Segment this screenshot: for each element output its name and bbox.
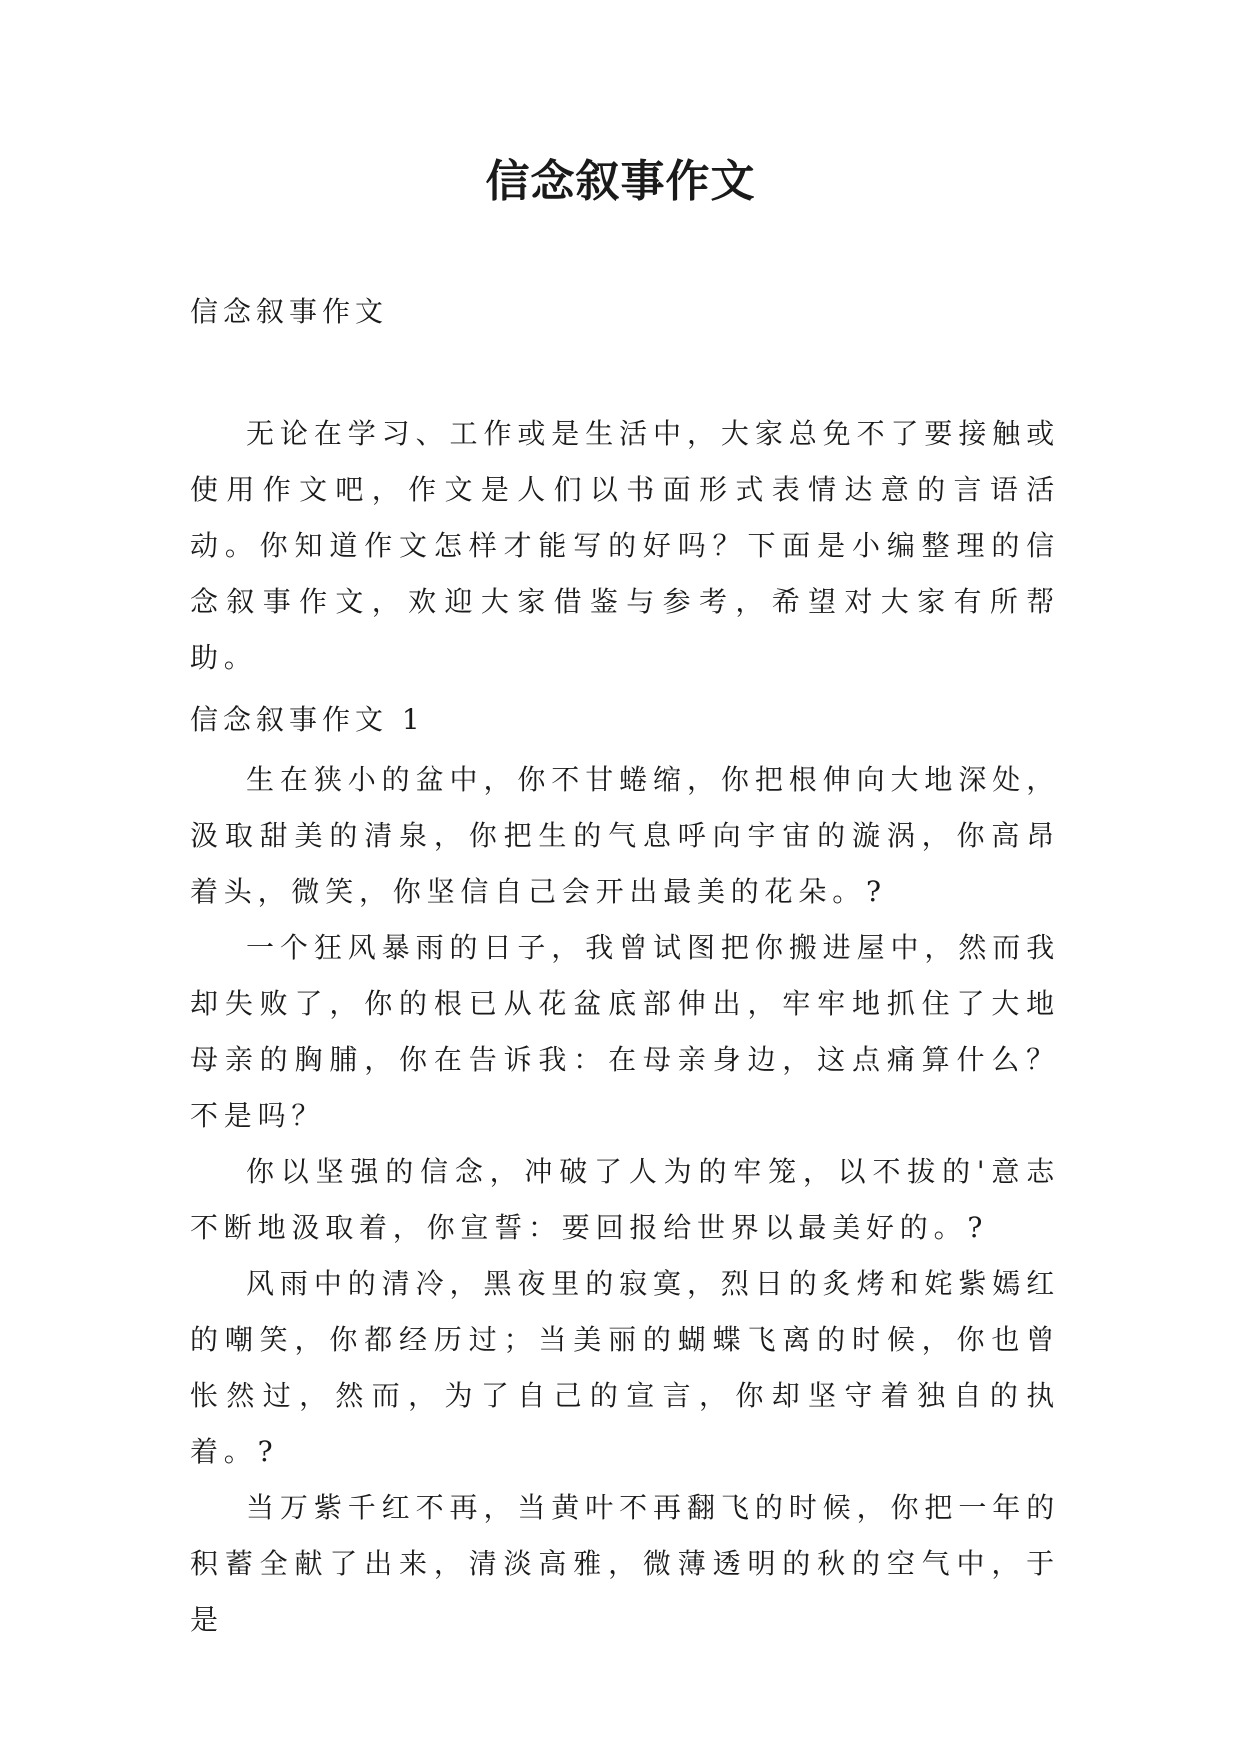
intro-paragraph: 无论在学习、工作或是生活中，大家总免不了要接触或使用作文吧，作文是人们以书面形式表情达意的言语活动。你知道作文怎样才能写的好吗？下面是小编整理的信念叙事作文，欢迎大家借鉴与参考，希望对大家有所帮助。 [190,417,1060,674]
essay-body [190,752,1060,1648]
section-heading: 信念叙事作文 1 [190,703,425,736]
essay-paragraph: 生在狭小的盆中，你不甘蜷缩，你把根伸向大地深处，汲取甜美的清泉，你把生的气息呼向宇宙的漩涡，你高昂着头，微笑，你坚信自己会开出最美的花朵。? [190,763,1060,908]
intro-section [190,406,1060,686]
document-subtitle: 信念叙事作文 [190,295,389,328]
document-title: 信念叙事作文 [485,156,756,207]
essay-paragraph: 当万紫千红不再，当黄叶不再翻飞的时候，你把一年的积蓄全献了出来，清淡高雅，微薄透明的秋的空气中，于是 [190,1491,1060,1636]
essay-paragraph: 一个狂风暴雨的日子，我曾试图把你搬进屋中，然而我却失败了，你的根已从花盆底部伸出，牢牢地抓住了大地母亲的胸脯，你在告诉我：在母亲身边，这点痛算什么？不是吗？ [190,931,1060,1132]
essay-paragraph: 风雨中的清冷，黑夜里的寂寞，烈日的炙烤和姹紫嫣红的嘲笑，你都经历过；当美丽的蝴蝶飞离的时候，你也曾怅然过，然而，为了自己的宣言，你却坚守着独自的执着。? [190,1267,1060,1468]
essay-paragraph: 你以坚强的信念，冲破了人为的牢笼，以不拔的'意志不断地汲取着，你宣誓：要回报给世界以最美好的。? [190,1155,1060,1244]
